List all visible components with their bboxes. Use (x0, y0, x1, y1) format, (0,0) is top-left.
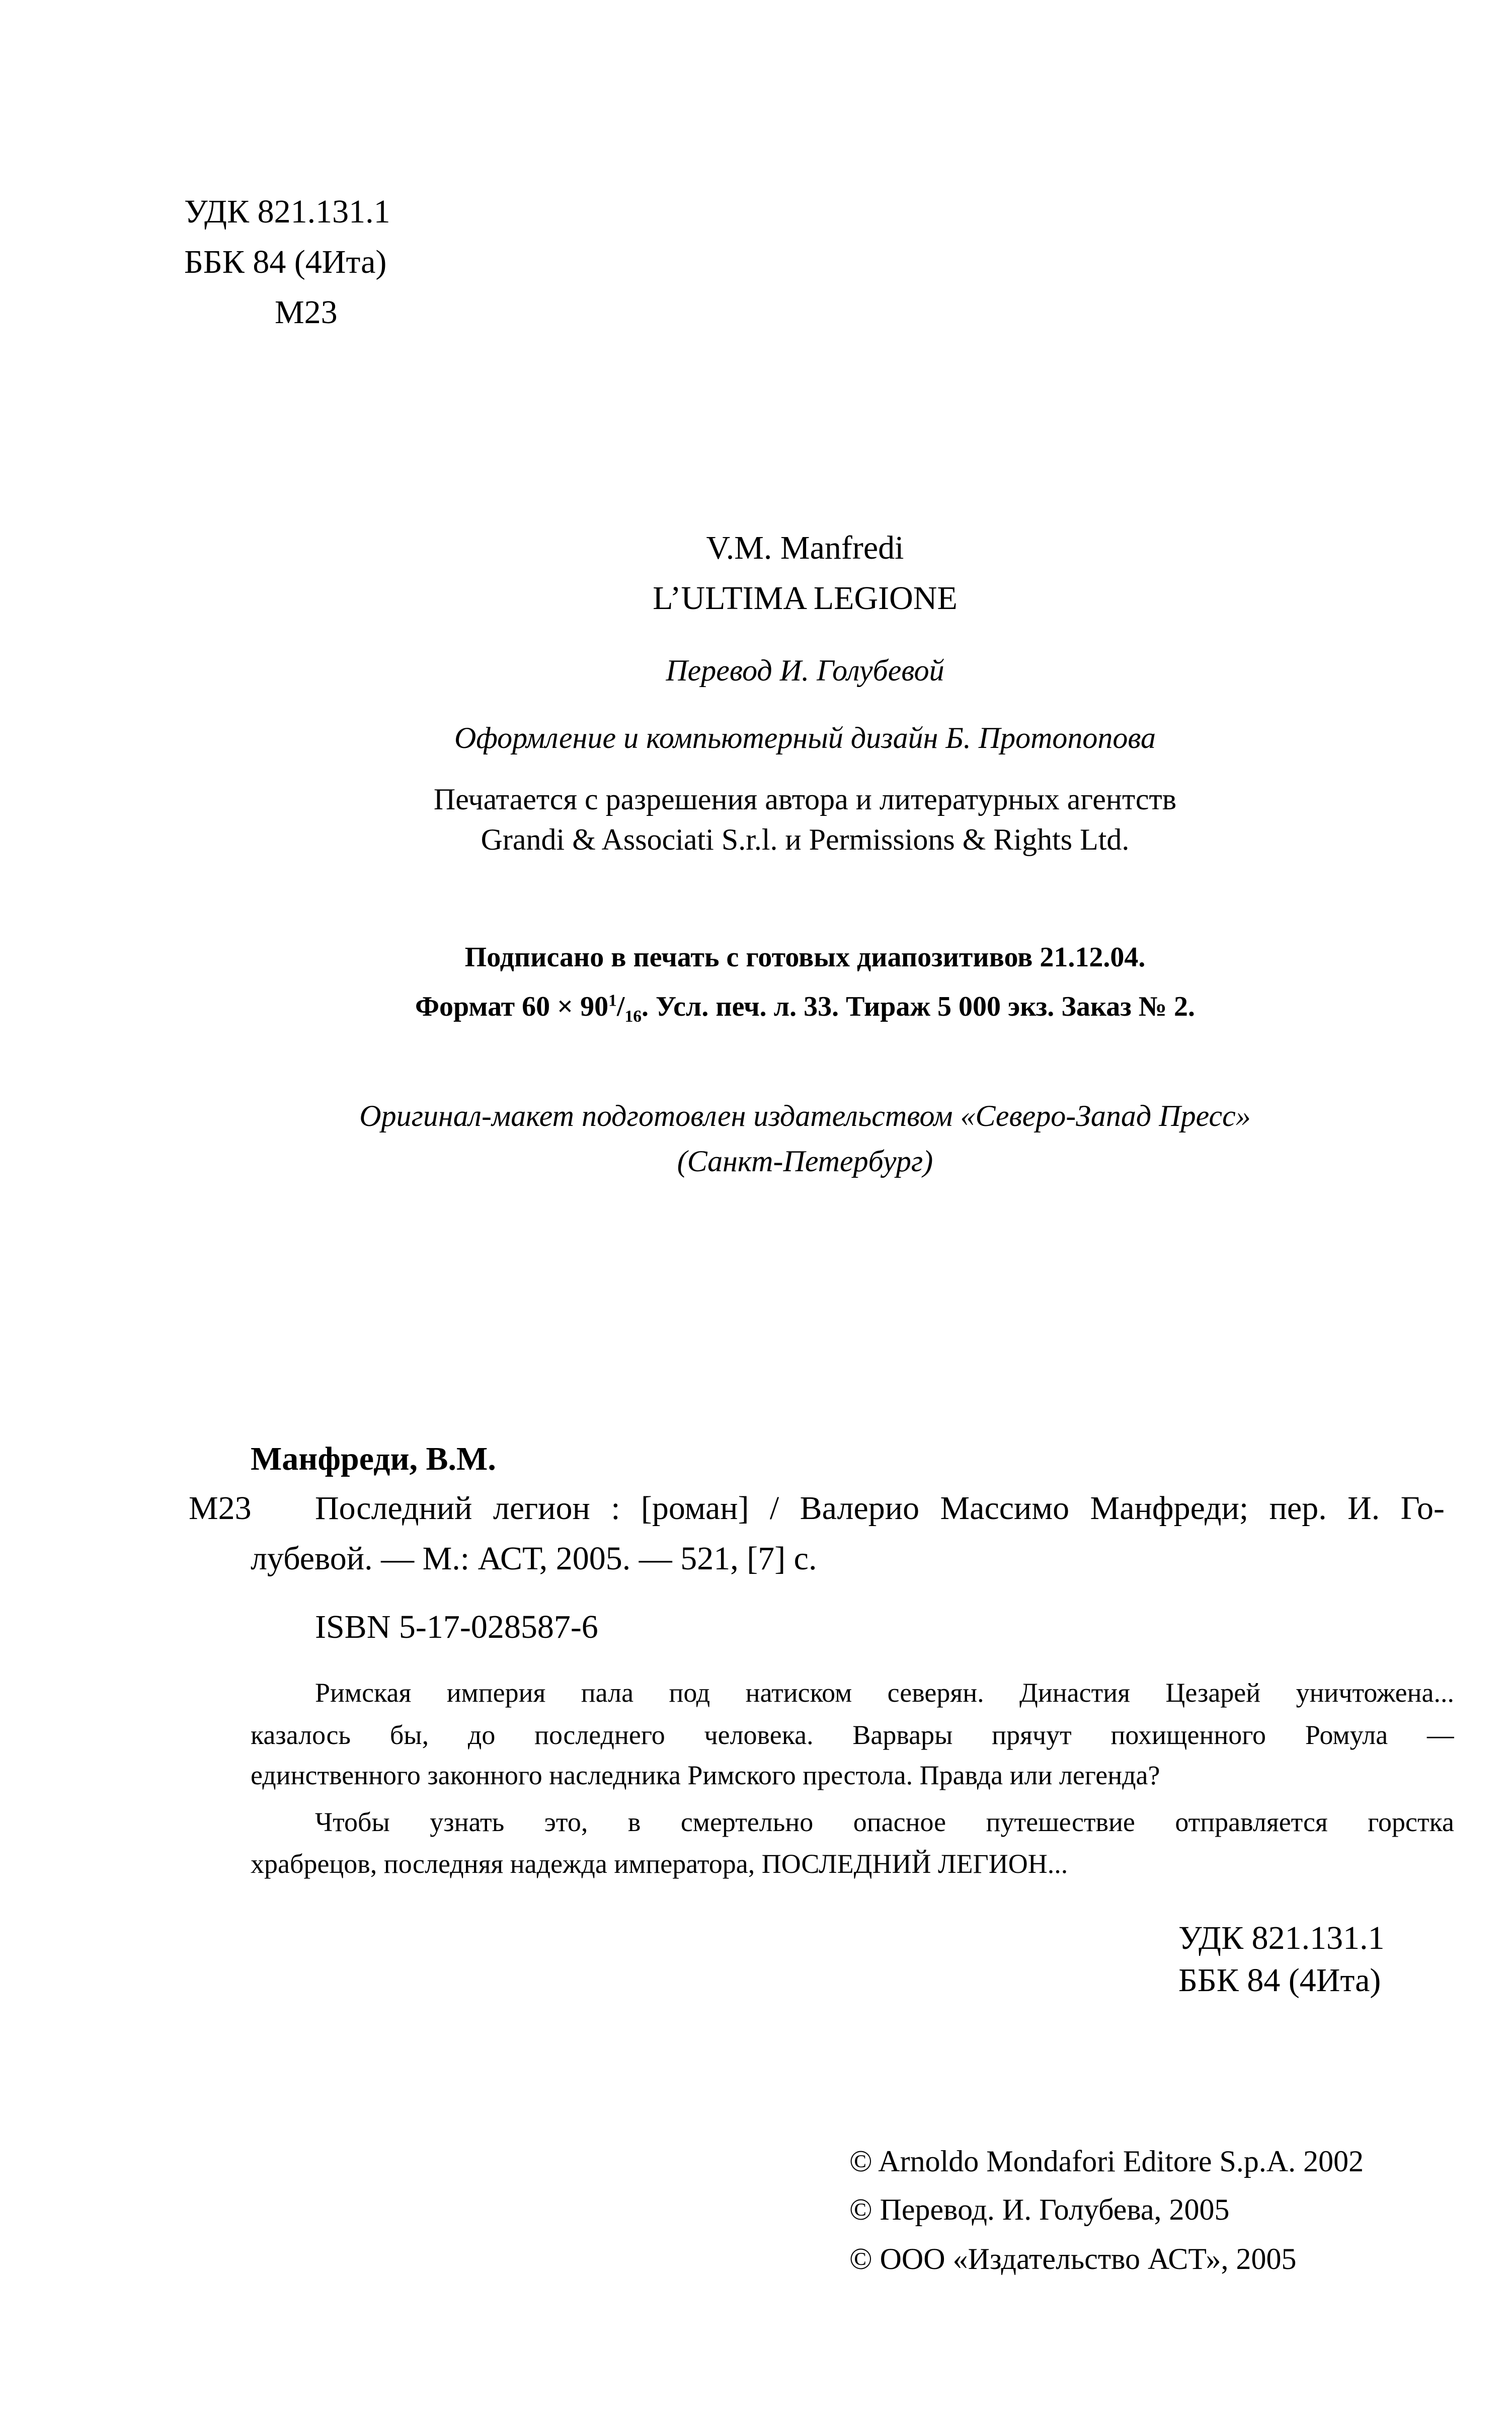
udk-top: УДК 821.131.1 (184, 193, 390, 230)
bbk-bottom: ББК 84 (4Ита) (1178, 1962, 1381, 1999)
bbk-top: ББК 84 (4Ита) (184, 244, 387, 280)
copyright-line-2: © Перевод. И. Голубева, 2005 (849, 2193, 1230, 2226)
catalog-mark: М23 (189, 1490, 252, 1527)
annotation-line-2: казалось бы, до последнего человека. Варвары прячут похищенного Ромула — (251, 1720, 1454, 1750)
layout-credit-line-2: (Санкт-Петербург) (677, 1145, 933, 1178)
format-denominator: 16 (624, 1007, 642, 1026)
design-credit: Оформление и компьютерный дизайн Б. Протопопова (454, 721, 1156, 754)
author-mark-top: М23 (275, 294, 338, 331)
layout-credit-line-1: Оригинал-макет подготовлен издательством «Северо-Запад Пресс» (359, 1099, 1251, 1132)
original-author: V.M. Manfredi (706, 529, 904, 566)
original-title: L’ULTIMA LEGIONE (653, 580, 958, 617)
permission-line-2: Grandi & Associati S.r.l. и Permissions & Rights Ltd. (481, 823, 1130, 856)
annotation-line-3: единственного законного наследника Римского престола. Правда или легенда? (251, 1760, 1160, 1790)
format-numerator: 1 (608, 991, 617, 1010)
catalog-line-1: Последний легион : [роман] / Валерио Массимо Манфреди; пер. И. Го- (315, 1490, 1445, 1527)
catalog-line-2: лубевой. — М.: АСТ, 2005. — 521, [7] с. (251, 1540, 817, 1577)
format-slash: / (616, 991, 625, 1022)
permission-line-1: Печатается с разрешения автора и литературных агентств (433, 783, 1177, 816)
annotation-line-1: Римская империя пала под натиском северян. Династия Цезарей уничтожена... (315, 1678, 1454, 1708)
catalog-heading: Манфреди, В.М. (251, 1441, 496, 1477)
copyright-line-3: © ООО «Издательство АСТ», 2005 (849, 2242, 1297, 2276)
print-signed-line: Подписано в печать с готовых диапозитивов 21.12.04. (464, 942, 1146, 973)
format-suffix: . Усл. печ. л. 33. Тираж 5 000 экз. Заказ № 2. (642, 991, 1196, 1022)
copyright-line-1: © Arnoldo Mondafori Editore S.p.A. 2002 (849, 2145, 1364, 2178)
annotation-line-5: храбрецов, последняя надежда императора, ПОСЛЕДНИЙ ЛЕГИОН... (251, 1849, 1068, 1879)
print-format-line (201, 985, 1409, 1028)
annotation-line-4: Чтобы узнать это, в смертельно опасное путешествие отправляется горстка (315, 1807, 1454, 1837)
format-prefix: Формат 60 × 90 (415, 991, 609, 1022)
translation-credit: Перевод И. Голубевой (666, 654, 944, 687)
catalog-isbn: ISBN 5-17-028587-6 (315, 1609, 598, 1645)
udk-bottom: УДК 821.131.1 (1178, 1920, 1385, 1956)
